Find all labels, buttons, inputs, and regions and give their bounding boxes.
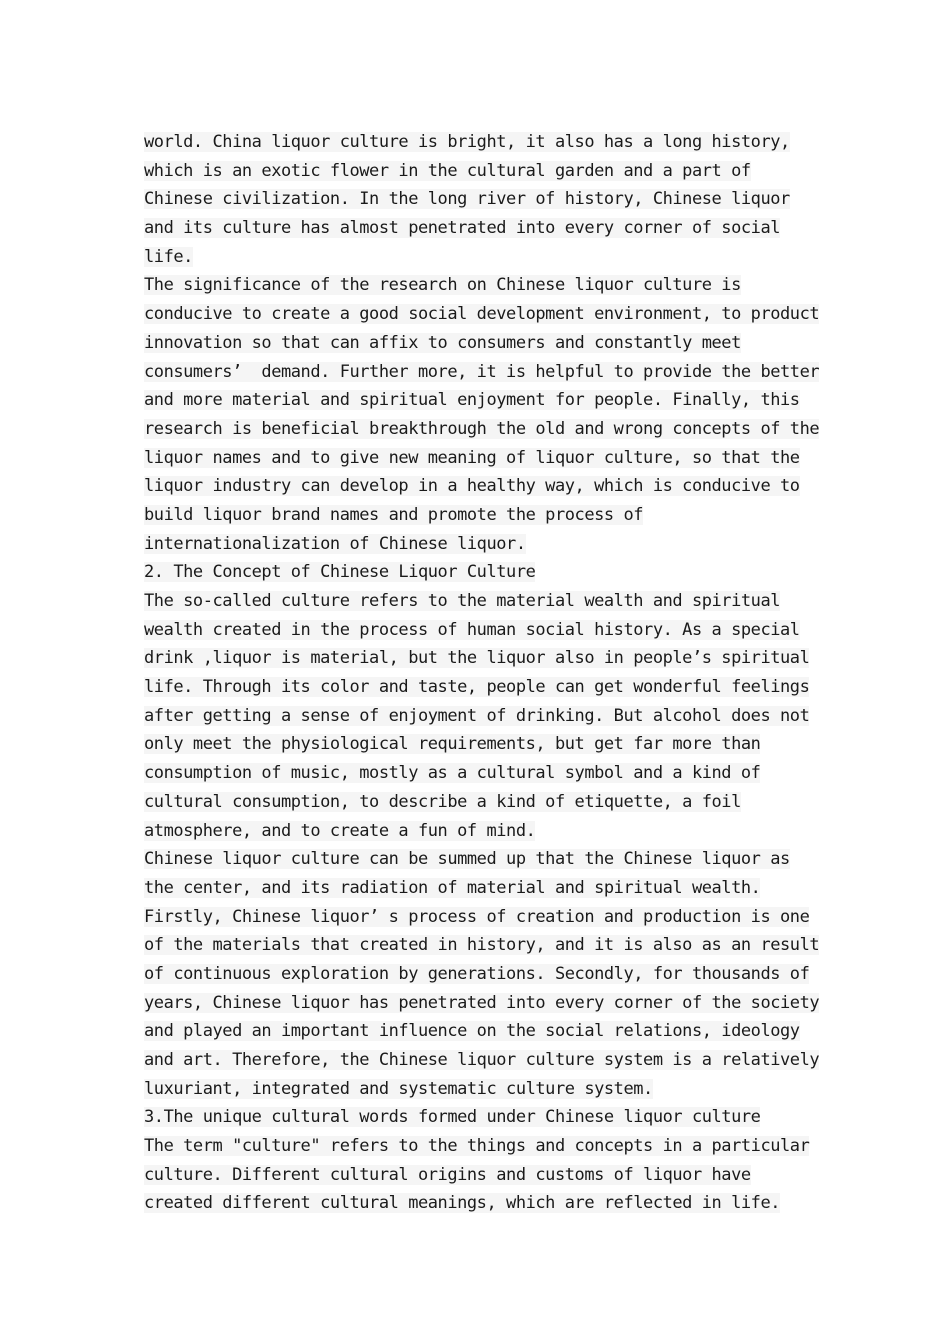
text-line-content: internationalization of Chinese liquor. xyxy=(144,533,526,554)
text-line-content: consumption of music, mostly as a cultural symbol and a kind of xyxy=(144,763,761,784)
text-line-content: 2. The Concept of Chinese Liquor Culture xyxy=(144,562,536,583)
text-line-content: cultural consumption, to describe a kind of etiquette, a foil xyxy=(144,791,741,812)
text-line xyxy=(144,128,824,157)
text-line xyxy=(144,1132,824,1161)
text-line-content: The so-called culture refers to the material wealth and spiritual xyxy=(144,591,781,611)
text-line xyxy=(144,817,824,846)
text-line-content: life. Through its color and taste, people can get wonderful feelings xyxy=(144,677,810,698)
text-line xyxy=(144,788,824,817)
text-line xyxy=(144,415,824,444)
text-line-content: atmosphere, and to create a fun of mind. xyxy=(144,820,536,841)
text-line xyxy=(144,874,824,903)
text-line xyxy=(144,530,824,559)
text-line xyxy=(144,386,824,415)
text-line xyxy=(144,1161,824,1190)
text-line xyxy=(144,358,824,387)
text-line xyxy=(144,759,824,788)
text-line-content: life. xyxy=(144,246,193,267)
text-line-content: liquor industry can develop in a healthy way, which is conducive to xyxy=(144,476,800,497)
text-line-content: and its culture has almost penetrated into every corner of social xyxy=(144,218,781,239)
text-line xyxy=(144,472,824,501)
body-text xyxy=(144,128,824,1218)
text-line xyxy=(144,845,824,874)
text-line xyxy=(144,931,824,960)
text-line xyxy=(144,501,824,530)
text-line-content: culture. Different cultural origins and customs of liquor have xyxy=(144,1164,751,1185)
text-line xyxy=(144,989,824,1018)
text-line-content: and art. Therefore, the Chinese liquor culture system is a relatively xyxy=(144,1050,820,1070)
text-line-content: and played an important influence on the social relations, ideology xyxy=(144,1021,800,1042)
text-line-content: created different cultural meanings, which are reflected in life. xyxy=(144,1193,781,1214)
text-line xyxy=(144,185,824,214)
text-line xyxy=(144,960,824,989)
text-line-content: which is an exotic flower in the cultural garden and a part of xyxy=(144,160,751,181)
text-line-content: and more material and spiritual enjoyment for people. Finally, this xyxy=(144,390,800,411)
text-line xyxy=(144,903,824,932)
text-line xyxy=(144,444,824,473)
text-line-content: Chinese civilization. In the long river of history, Chinese liquor xyxy=(144,189,790,210)
text-line xyxy=(144,1075,824,1104)
text-line xyxy=(144,1046,824,1075)
text-line-content: of continuous exploration by generations. Secondly, for thousands of xyxy=(144,963,810,984)
text-line-content: The significance of the research on Chinese liquor culture is xyxy=(144,275,741,296)
text-line-content: innovation so that can affix to consumers and constantly meet xyxy=(144,332,741,353)
text-line-content: years, Chinese liquor has penetrated into every corner of the society xyxy=(144,992,820,1013)
text-line xyxy=(144,673,824,702)
text-line xyxy=(144,644,824,673)
text-line-content: liquor names and to give new meaning of liquor culture, so that the xyxy=(144,447,800,468)
text-line-content: Chinese liquor culture can be summed up that the Chinese liquor as xyxy=(144,849,790,870)
text-line-content: of the materials that created in history, and it is also as an result xyxy=(144,935,820,956)
text-line-content: Firstly, Chinese liquor’ s process of creation and production is one xyxy=(144,906,810,927)
text-line xyxy=(144,243,824,272)
text-line xyxy=(144,1017,824,1046)
text-line-content: drink ,liquor is material, but the liquor also in people’s spiritual xyxy=(144,648,810,669)
text-line-content: after getting a sense of enjoyment of drinking. But alcohol does not xyxy=(144,705,810,726)
text-line-content: build liquor brand names and promote the process of xyxy=(144,504,644,525)
text-line-content: the center, and its radiation of material and spiritual wealth. xyxy=(144,877,761,898)
text-line xyxy=(144,329,824,358)
text-line-content: only meet the physiological requirements, but get far more than xyxy=(144,734,761,755)
text-line xyxy=(144,1189,824,1218)
text-line-content: research is beneficial breakthrough the old and wrong concepts of the xyxy=(144,418,820,439)
text-line xyxy=(144,214,824,243)
text-line xyxy=(144,300,824,329)
text-line xyxy=(144,558,824,587)
text-line-content: luxuriant, integrated and systematic culture system. xyxy=(144,1078,653,1099)
text-line xyxy=(144,1103,824,1132)
text-line-content: conducive to create a good social development environment, to product xyxy=(144,304,820,325)
text-line xyxy=(144,157,824,186)
text-line-content: The term "culture" refers to the things and concepts in a particular xyxy=(144,1136,810,1157)
text-line-content: consumers’ demand. Further more, it is helpful to provide the better xyxy=(144,361,820,382)
text-line-content: 3.The unique cultural words formed under Chinese liquor culture xyxy=(144,1107,761,1128)
text-line xyxy=(144,587,824,616)
text-line-content: world. China liquor culture is bright, it also has a long history, xyxy=(144,132,790,152)
text-line-content: wealth created in the process of human social history. As a special xyxy=(144,619,800,640)
text-line xyxy=(144,702,824,731)
text-line xyxy=(144,271,824,300)
text-line xyxy=(144,730,824,759)
text-line xyxy=(144,616,824,645)
